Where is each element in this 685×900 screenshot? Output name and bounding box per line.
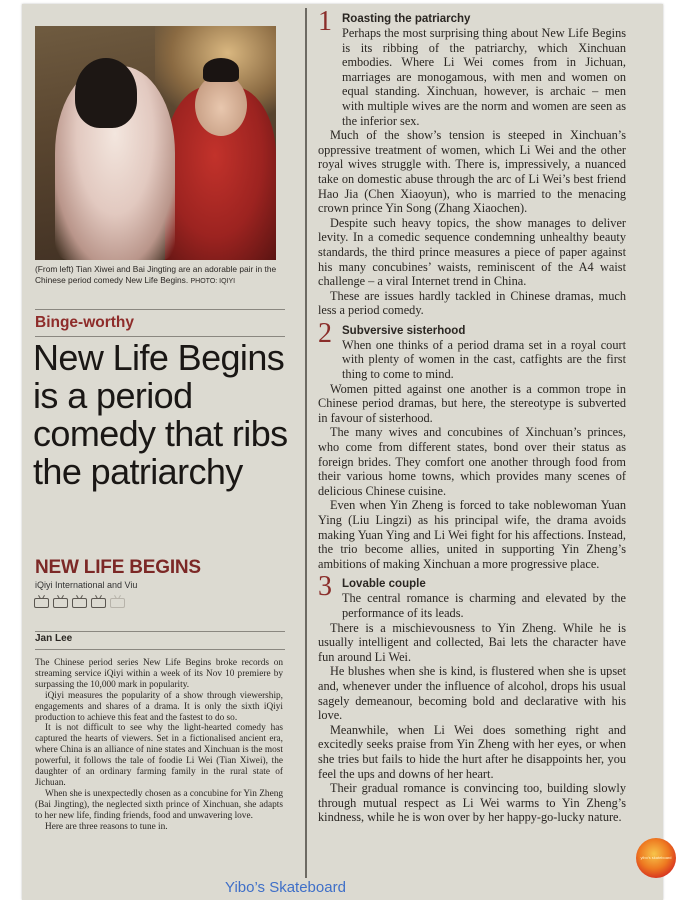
intro-paragraph: It is not difficult to see why the light-hearted comedy has captured the hearts of viewers. Set in a fictionalised ancient era, where China is an alliance of nine states and Xinchuan is the most powerful, it follows the tale of foodie Li Wei (Tian Xiwei), the daughter of an ordinary farming family in the rural state of Jichuan.	[35, 723, 283, 788]
intro-body	[35, 658, 283, 833]
reason-section	[318, 6, 626, 318]
reason-paragraph: The central romance is charming and elevated by the performance of its leads.	[342, 591, 626, 620]
logo-text: yibo’s skateboard	[640, 855, 672, 860]
reason-paragraph: There is a mischievousness to Yin Zheng. While he is usually intelligent and collected, Bai lets the character have fun around Li Wei.	[318, 620, 626, 664]
tv-rating-filled-icon	[72, 595, 87, 608]
reason-number: 1	[318, 6, 332, 37]
headline: New Life Begins is a period comedy that ribs the patriarchy	[33, 337, 288, 492]
photo-caption	[35, 264, 281, 287]
reason-title: Roasting the patriarchy	[342, 13, 471, 25]
watermark-text: Yibo’s Skateboard	[225, 879, 346, 896]
intro-paragraph: When she is unexpectedly chosen as a concubine for Yin Zheng (Bai Jingting), the neglected sixth prince of Xinchuan, she adapts to her new life, finding friends, food and unwavering love.	[35, 788, 283, 821]
rule	[35, 631, 285, 632]
drama-still-photo	[35, 26, 276, 260]
photo-credit: PHOTO: IQIYI	[190, 278, 236, 285]
tv-rating-filled-icon	[53, 595, 68, 608]
rule	[35, 649, 285, 650]
reason-paragraph: Even when Yin Zheng is forced to take noblewoman Yuan Ying (Liu Lingzi) as his principal wife, the drama avoids making Yuan Ying and Li Wei fight for his affections. Instead, the trio become allies, united in supporting Yin Zheng’s ambitions of making Xinchuan a more progressive place.	[318, 498, 626, 571]
reason-paragraph: Perhaps the most surprising thing about New Life Begins is its ribbing of the patriarchy, which Xinchuan embodies. Where Li Wei comes from in Jichuan, marriages are monogamous, with men and women on equal standing. Xinchuan, however, is archaic – men with multiple wives are the norm and women are seen as the inferior sex.	[342, 26, 626, 128]
reason-paragraph: The many wives and concubines of Xinchuan’s princes, who come from different states, bond over their status as foreign brides. They comfort one another through food from their various home towns, which provides many scenes of delicious Chinese cuisine.	[318, 425, 626, 498]
intro-paragraph: iQiyi measures the popularity of a show through viewership, engagements and shares of a drama. It is only the sixth iQiyi production to achieve this feat and the fastest to do so.	[35, 690, 283, 723]
reason-title: Subversive sisterhood	[342, 324, 466, 337]
reason-title: Lovable couple	[342, 578, 426, 591]
tv-rating-empty-icon	[110, 595, 125, 608]
caption-text: (From left) Tian Xiwei and Bai Jingting are an adorable pair in the Chinese period comedy New Life Begins.	[35, 264, 277, 285]
reason-paragraph: Much of the show’s tension is steeped in Xinchuan’s oppressive treatment of women, which Li Wei and the other royal wives struggle with. There is, impressively, a nuanced take on domestic abuse through the arc of Li Wei’s best friend Hao Jia (Chen Xiaoyun), who is married to the menacing crown prince Yin Song (Zhang Xiaochen).	[318, 128, 626, 216]
tv-rating-filled-icon	[91, 595, 106, 608]
reason-paragraph: Despite such heavy topics, the show manages to deliver levity. In a comedic sequence condemning unhealthy beauty standards, the third prince measures a piece of paper against his many concubines’ waists, reminiscent of the A4 waist challenge – a viral Internet trend in China.	[318, 215, 626, 289]
intro-paragraph: The Chinese period series New Life Begins broke records on streaming service iQiyi within a week of its Nov 10 premiere by surpassing the 10,000 mark in popularity.	[35, 658, 283, 690]
reason-paragraph: Their gradual romance is convincing too, building slowly through mutual respect as Li Wei warms to Yin Zheng’s kindness, while he is won over by her happy-go-lucky nature.	[318, 781, 626, 825]
intro-paragraph: Here are three reasons to tune in.	[45, 821, 168, 832]
tv-rating-filled-icon	[34, 595, 49, 608]
reason-paragraph: Meanwhile, when Li Wei does something right and excitedly seeks praise from Yin Zheng with her eyes, or when she tries but fails to hide the hurt after he disappoints her, you feel the ups and downs of her heart.	[318, 722, 626, 781]
rule	[35, 309, 285, 310]
byline: Jan Lee	[35, 633, 73, 644]
reason-section	[318, 317, 626, 572]
tv-rating	[34, 595, 125, 608]
reason-number: 3	[318, 571, 332, 603]
reason-section	[318, 571, 626, 825]
reason-paragraph: When one thinks of a period drama set in a royal court with plenty of women in the cast, catfights are the first thing to come to mind.	[342, 337, 626, 382]
section-kicker: Binge-worthy	[35, 314, 135, 331]
reason-paragraph: These are issues hardly tackled in Chinese dramas, much less a period comedy.	[318, 288, 626, 318]
reason-number: 2	[318, 317, 332, 349]
reasons-column	[318, 6, 626, 831]
show-title: NEW LIFE BEGINS	[35, 557, 201, 578]
reason-paragraph: Women pitted against one another is a common trope in Chinese period dramas, but here, the stereotype is subverted in favour of sisterhood.	[318, 381, 626, 425]
column-divider	[305, 8, 307, 878]
reason-paragraph: He blushes when she is kind, is flustered when she is upset and, whenever under the influence of alcohol, drops his usual sagely demeanour, becoming bold and declarative with his love.	[318, 664, 626, 723]
show-platform: iQiyi International and Viu	[35, 580, 138, 590]
